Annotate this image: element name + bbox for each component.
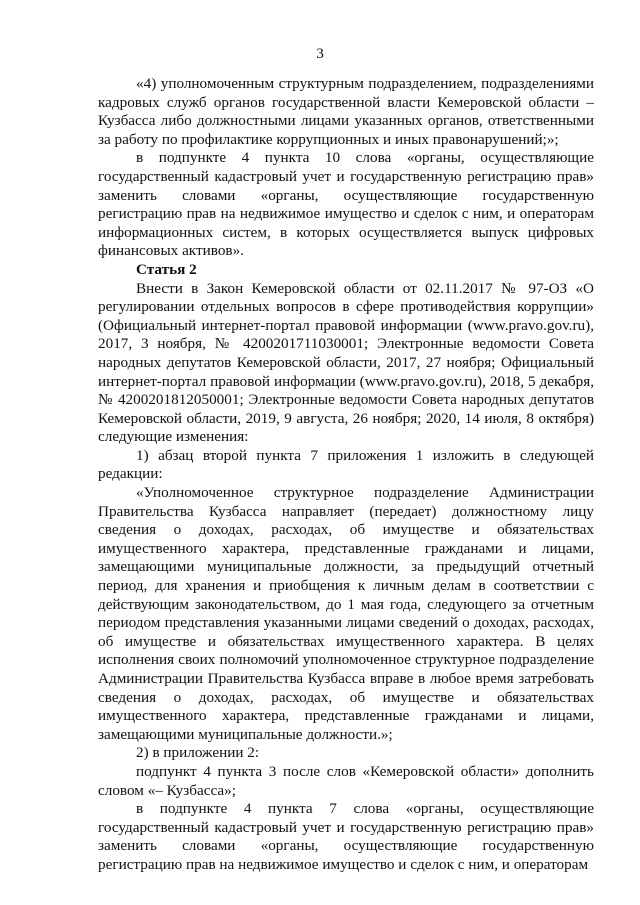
paragraph-subpoint-4-point-7: в подпункте 4 пункта 7 слова «органы, осуществляющие государственный кадастровый учет и государственную регистрацию прав» заменить словами «органы, осуществляющие государственную регистрацию прав на недвижимое имущество и сделок с ним, и операторам xyxy=(98,800,594,873)
paragraph-amend-law-intro: Внести в Закон Кемеровской области от 02.11.2017 № 97-ОЗ «О регулировании отдельных вопросов в сфере противодействия коррупции» (Официальный интернет-портал правовой информации (www.pravo.gov.ru), 2017, 3 ноября, № 4200201711030001; Электронные ведомости Совета народных депутатов Кемеровской области, 2017, 27 ноября; Официальный интернет-портал правовой информации (www.pravo.gov.ru), 2018, 5 декабря, № 4200201812050001; Электронные ведомости Совета народных депутатов Кемеровской области, 2019, 9 августа, 26 ноября; 2020, 14 июля, 8 октября) следующие изменения: xyxy=(98,279,594,446)
paragraph-new-wording: «Уполномоченное структурное подразделение Администрации Правительства Кузбасса направляет (передает) должностному лицу сведения о доходах, расходах, об имуществе и обязательствах имущественного характера, представленные гражданами и лицами, замещающими муниципальные должности, за предыдущий отчетный период, для хранения и приобщения к личным делам в соответствии с действующим законодательством, до 1 мая года, следующего за отчетным периодом представления указанными лицами сведений о доходах, расходах, об имуществе и обязательствах имущественного характера. В целях исполнения своих полномочий уполномоченное структурное подразделение Администрации Правительства Кузбасса вправе в любое время затребовать сведения о доходах, расходах, об имуществе и обязательствах имущественного характера, представленные гражданами и лицами, замещающими муниципальные должности.»; xyxy=(98,484,594,743)
paragraph-point-2: 2) в приложении 2: xyxy=(136,744,260,762)
article-2-heading: Статья 2 xyxy=(136,260,197,278)
page-number: 3 xyxy=(316,45,324,62)
paragraph-point-1: 1) абзац второй пункта 7 приложения 1 изложить в следующей редакции: xyxy=(98,446,594,483)
paragraph-subpoint-4-point-10: в подпункте 4 пункта 10 слова «органы, осуществляющие государственный кадастровый учет и государственную регистрацию прав» заменить словами «органы, осуществляющие государственную регистрацию прав на недвижимое имущество и сделок с ним, и операторам информационных систем, в которых осуществляется выпуск цифровых финансовых активов». xyxy=(98,149,594,260)
paragraph-subpoint-4-point-3: подпункт 4 пункта 3 после слов «Кемеровской области» дополнить словом «– Кузбасса»; xyxy=(98,762,594,799)
paragraph-item-4: «4) уполномоченным структурным подразделением, подразделениями кадровых служб органов государственной власти Кемеровской области – Кузбасса либо должностными лицами указанных органов, ответственными за работу по профилактике коррупционных и иных правонарушений;»; xyxy=(98,75,594,148)
document-body xyxy=(98,75,594,875)
